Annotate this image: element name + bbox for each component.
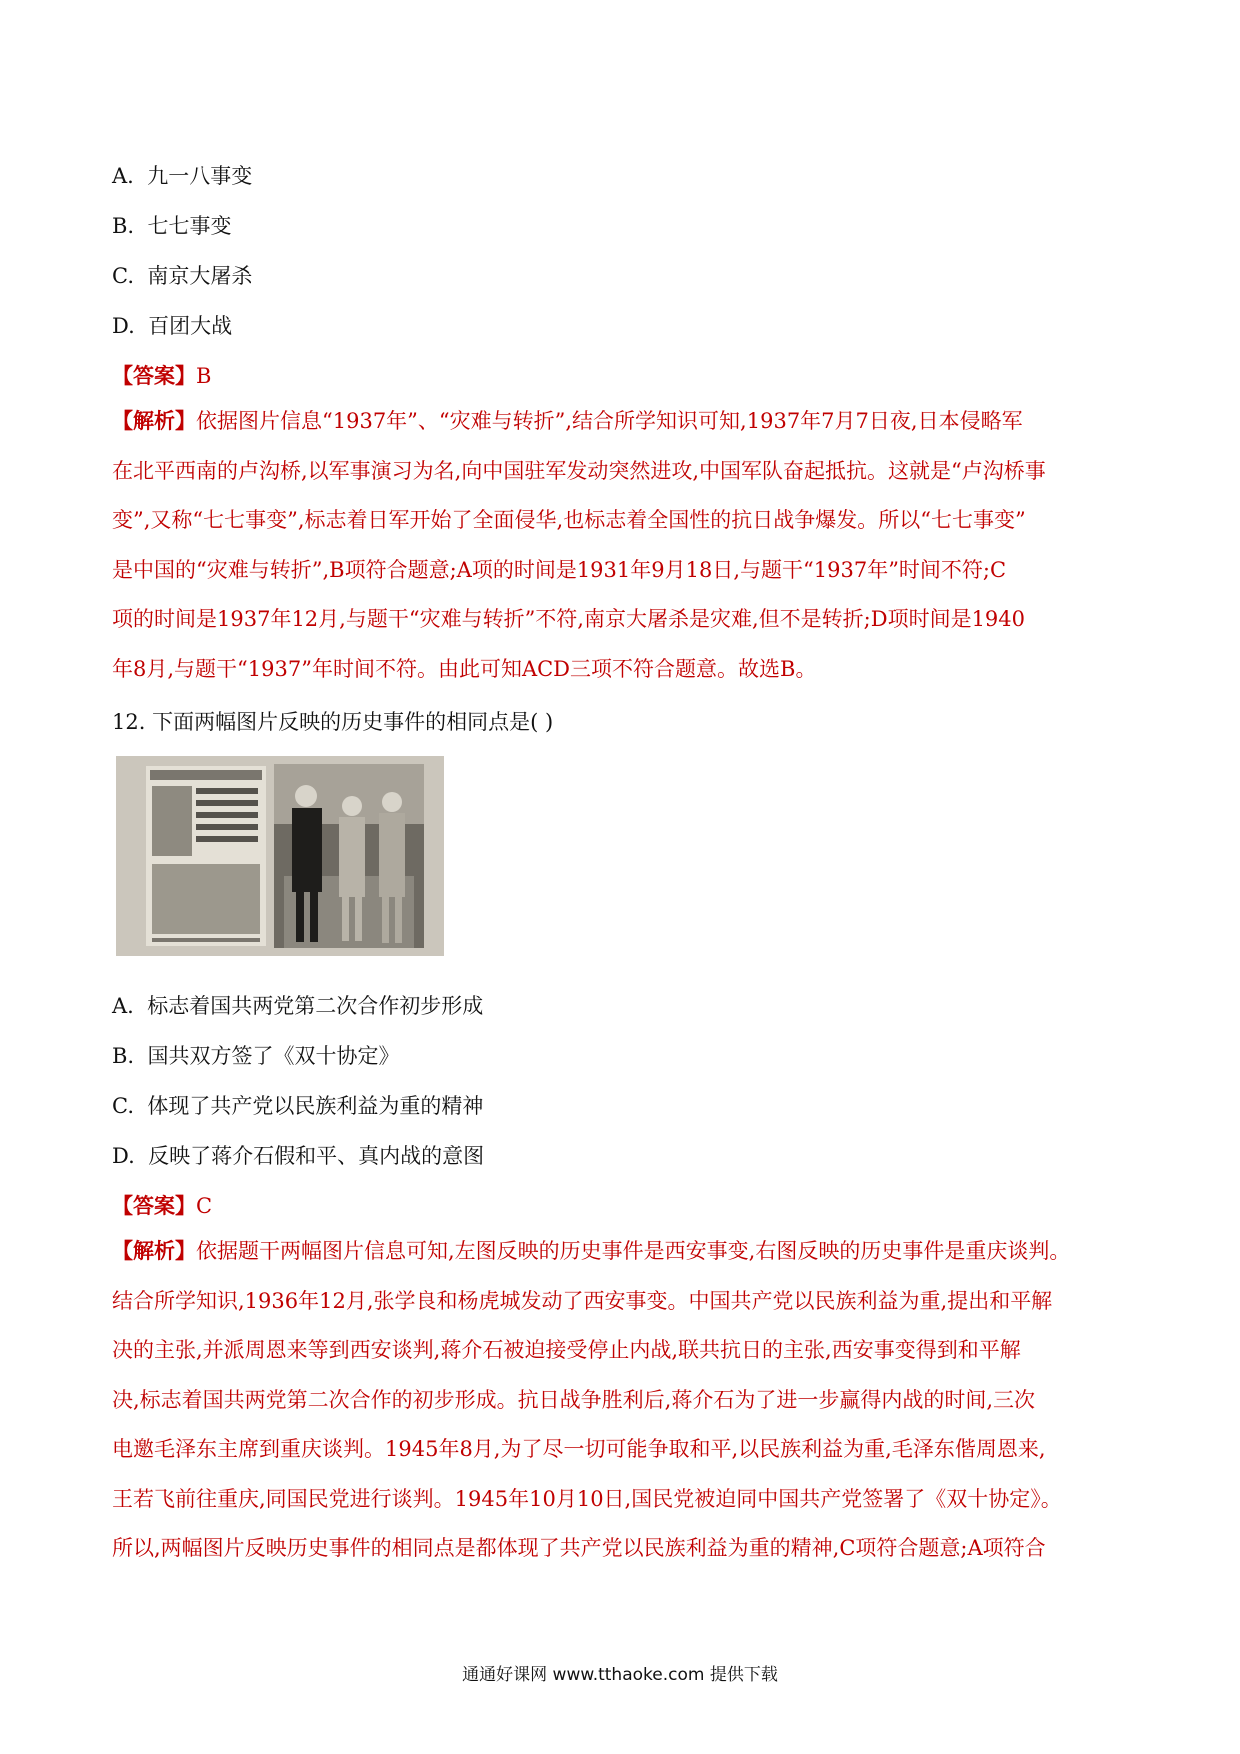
q11-option-b: B. 七七事变 — [112, 214, 232, 238]
q11-analysis-line: 项的时间是1937年12月,与题干“灾难与转折”不符,南京大屠杀是灾难,但不是转折;D项时间是1940 — [112, 607, 1026, 631]
q11-answer: 【答案】B — [112, 363, 212, 388]
q12-question: 12. 下面两幅图片反映的历史事件的相同点是( ) — [112, 710, 554, 734]
q11-analysis-line: 年8月,与题干“1937”年时间不符。由此可知ACD三项不符合题意。故选B。 — [112, 656, 817, 681]
q12-analysis-line: 决,标志着国共两党第二次合作的初步形成。抗日战争胜利后,蒋介石为了进一步赢得内战的时间,三次 — [112, 1387, 1036, 1412]
q11-analysis-line: 【解析】依据图片信息“1937年”、“灾难与转折”,结合所学知识可知,1937年7月7日夜,日本侵略军 — [112, 408, 1023, 433]
q12-option-b: B. 国共双方签了《双十协定》 — [112, 1044, 400, 1068]
q11-option-a: A. 九一八事变 — [112, 164, 253, 188]
photo-illustration — [116, 756, 444, 956]
q12-answer: 【答案】C — [112, 1193, 213, 1218]
q12-analysis-line: 【解析】依据题干两幅图片信息可知,左图反映的历史事件是西安事变,右图反映的历史事件是重庆谈判。 — [112, 1238, 1071, 1263]
q11-option-d: D. 百团大战 — [112, 314, 233, 338]
q11-analysis-line: 是中国的“灾难与转折”,B项符合题意;A项的时间是1931年9月18日,与题干“1937年”时间不符;C — [112, 557, 1007, 582]
historical-photos — [116, 756, 444, 956]
q12-analysis-line: 王若飞前往重庆,同国民党进行谈判。1945年10月10日,国民党被迫同中国共产党签署了《双十协定》。 — [112, 1486, 1062, 1511]
q12-option-a: A. 标志着国共两党第二次合作初步形成 — [112, 994, 484, 1018]
q12-analysis-line: 结合所学知识,1936年12月,张学良和杨虎城发动了西安事变。中国共产党以民族利益为重,提出和平解 — [112, 1288, 1053, 1313]
page-footer: 通通好课网 www.tthaoke.com 提供下载 — [462, 1665, 778, 1685]
q12-option-d: D. 反映了蒋介石假和平、真内战的意图 — [112, 1144, 485, 1168]
q12-analysis-line: 决的主张,并派周恩来等到西安谈判,蒋介石被迫接受停止内战,联共抗日的主张,西安事变得到和平解 — [112, 1338, 1021, 1362]
q12-analysis-line: 电邀毛泽东主席到重庆谈判。1945年8月,为了尽一切可能争取和平,以民族利益为重,毛泽东偕周恩来, — [112, 1437, 1046, 1461]
q11-option-c: C. 南京大屠杀 — [112, 264, 253, 288]
q11-analysis — [112, 396, 1132, 694]
q11-analysis-line: 在北平西南的卢沟桥,以军事演习为名,向中国驻军发动突然进攻,中国军队奋起抵抗。这就是“卢沟桥事 — [112, 458, 1046, 483]
q12-analysis-line: 所以,两幅图片反映历史事件的相同点是都体现了共产党以民族利益为重的精神,C项符合题意;A项符合 — [112, 1536, 1046, 1560]
q11-analysis-line: 变”,又称“七七事变”,标志着日军开始了全面侵华,也标志着全国性的抗日战争爆发。所以“七七事变” — [112, 508, 1026, 532]
q12-analysis — [112, 1226, 1132, 1574]
q12-option-c: C. 体现了共产党以民族利益为重的精神 — [112, 1094, 484, 1118]
